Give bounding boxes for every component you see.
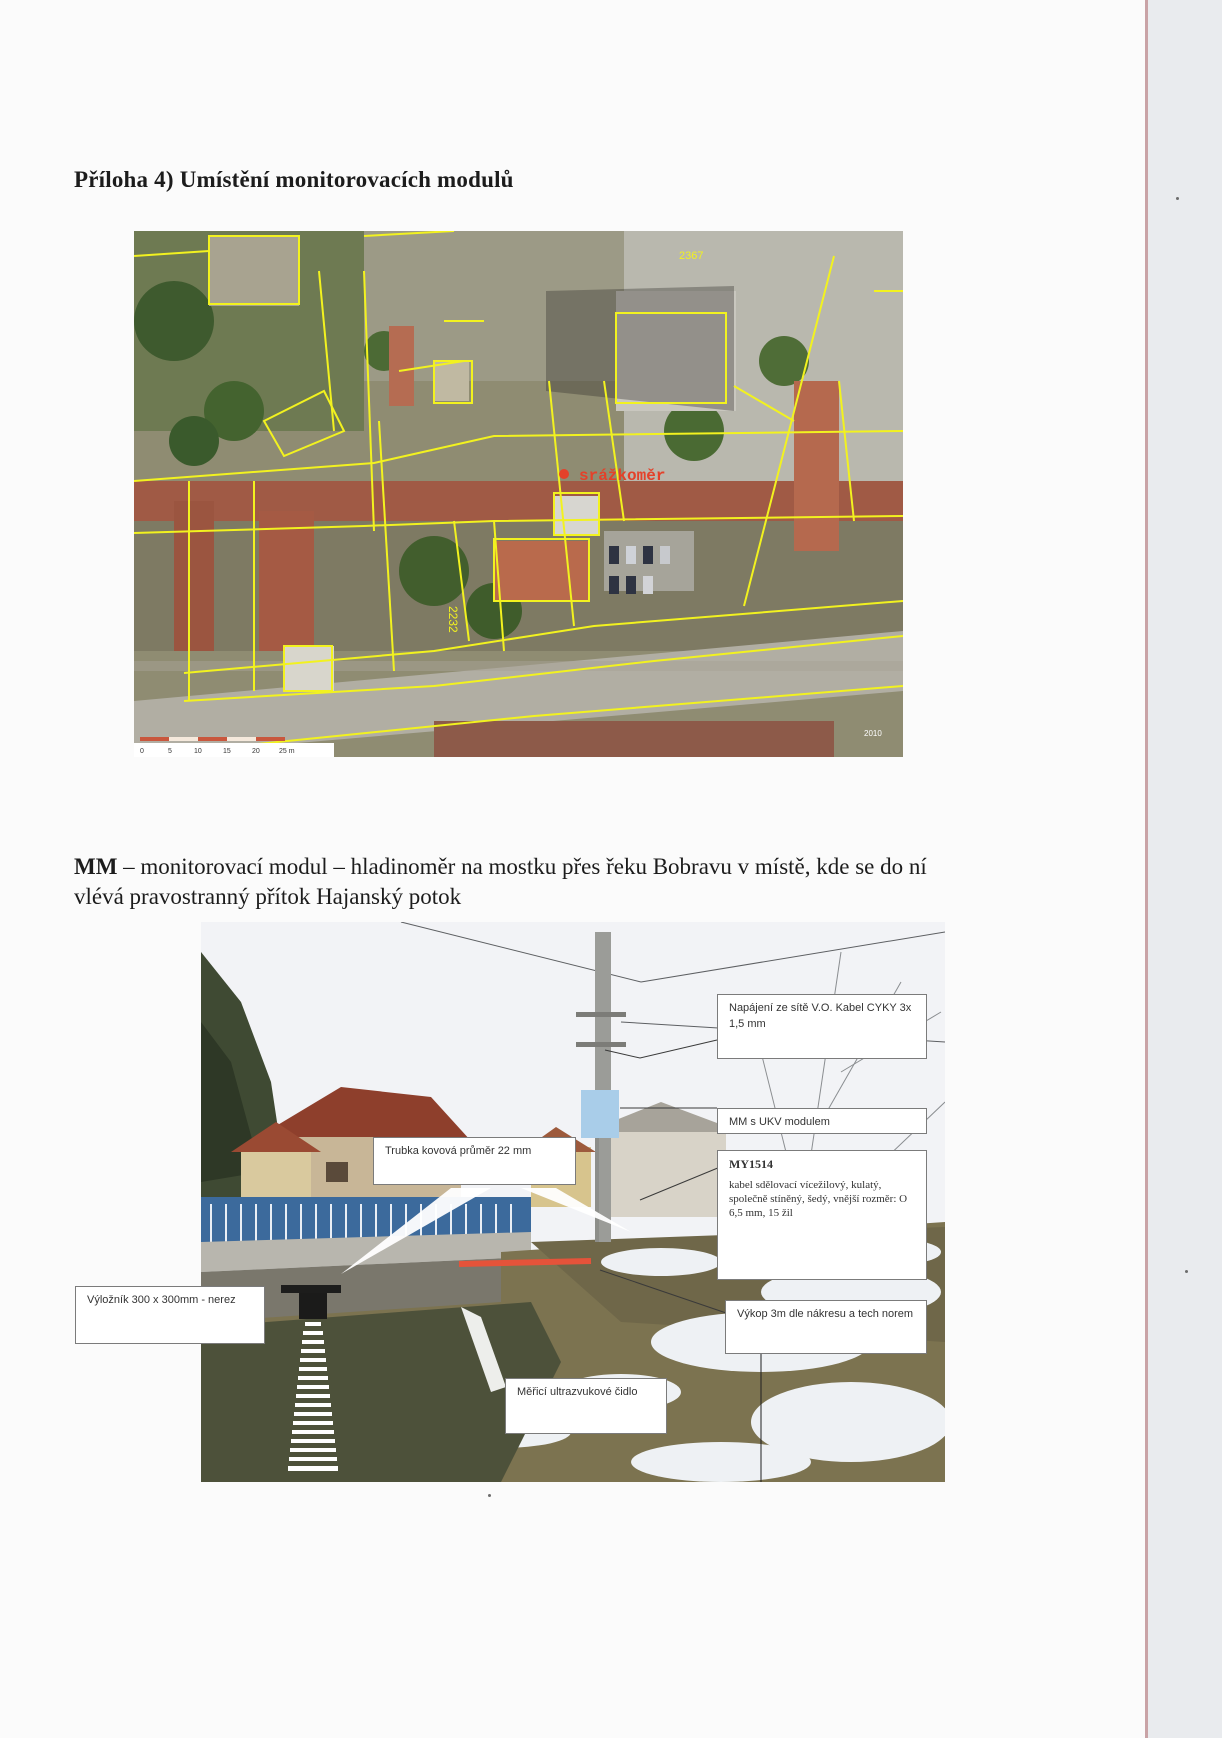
callout-pipe (373, 1137, 576, 1185)
scan-speck (488, 1494, 491, 1497)
callout-module-text: MM s UKV modulem (729, 1116, 830, 1128)
scale-label-15: 15 (223, 748, 231, 755)
map-parcel-number-top: 2367 (679, 250, 704, 262)
scale-label-0: 0 (140, 748, 144, 755)
caption-text: – monitorovací modul – hladinoměr na mostku přes řeku Bobravu v místě, kde se do ní vlévá pravostranný přítok Hajanský potok (74, 854, 927, 909)
cadastral-map (134, 231, 903, 757)
scale-label-20: 20 (252, 748, 260, 755)
map-year: 2010 (864, 729, 882, 738)
sensor-housing (299, 1293, 327, 1319)
callout-cable (717, 1150, 927, 1280)
scale-label-10: 10 (194, 748, 202, 755)
callout-pipe-text: Trubka kovová průměr 22 mm (385, 1145, 532, 1157)
scan-speck (1185, 1270, 1188, 1273)
callout-cable-text: kabel sdělovací vícežilový, kulatý, společně stíněný, šedý, vnější rozměr: O 6,5 mm, 15 žil (729, 1179, 908, 1219)
scan-speck (1176, 197, 1179, 200)
callout-module (717, 1108, 927, 1134)
callout-bracket (75, 1286, 265, 1344)
trench-line (459, 1261, 591, 1264)
callout-trench-text: Výkop 3m dle nákresu a tech norem (737, 1308, 914, 1320)
callout-sensor-text: Měřicí ultrazvukové čidlo (517, 1386, 638, 1398)
caption-abbreviation: MM (74, 854, 118, 879)
page-edge (1145, 0, 1148, 1738)
callout-cable-title: MY1514 (729, 1157, 773, 1171)
rain-gauge-marker-icon (559, 469, 569, 479)
map-parcel-number: 2232 (446, 606, 460, 633)
callout-bracket-text: Výložník 300 x 300mm - nerez (87, 1294, 236, 1306)
callout-power-text: Napájení ze sítě V.O. Kabel CYKY 3x 1,5 mm (729, 1002, 912, 1030)
callout-sensor (505, 1378, 667, 1434)
photo-caption (74, 852, 974, 912)
callout-trench (725, 1300, 927, 1354)
rain-gauge-label: srážkoměr (579, 467, 666, 485)
page-heading: Příloha 4) Umístění monitorovacích modulů (74, 167, 514, 192)
scale-label-5: 5 (168, 748, 172, 755)
scale-label-25: 25 m (279, 748, 295, 755)
module-box (581, 1090, 619, 1138)
callout-power-supply (717, 994, 927, 1059)
